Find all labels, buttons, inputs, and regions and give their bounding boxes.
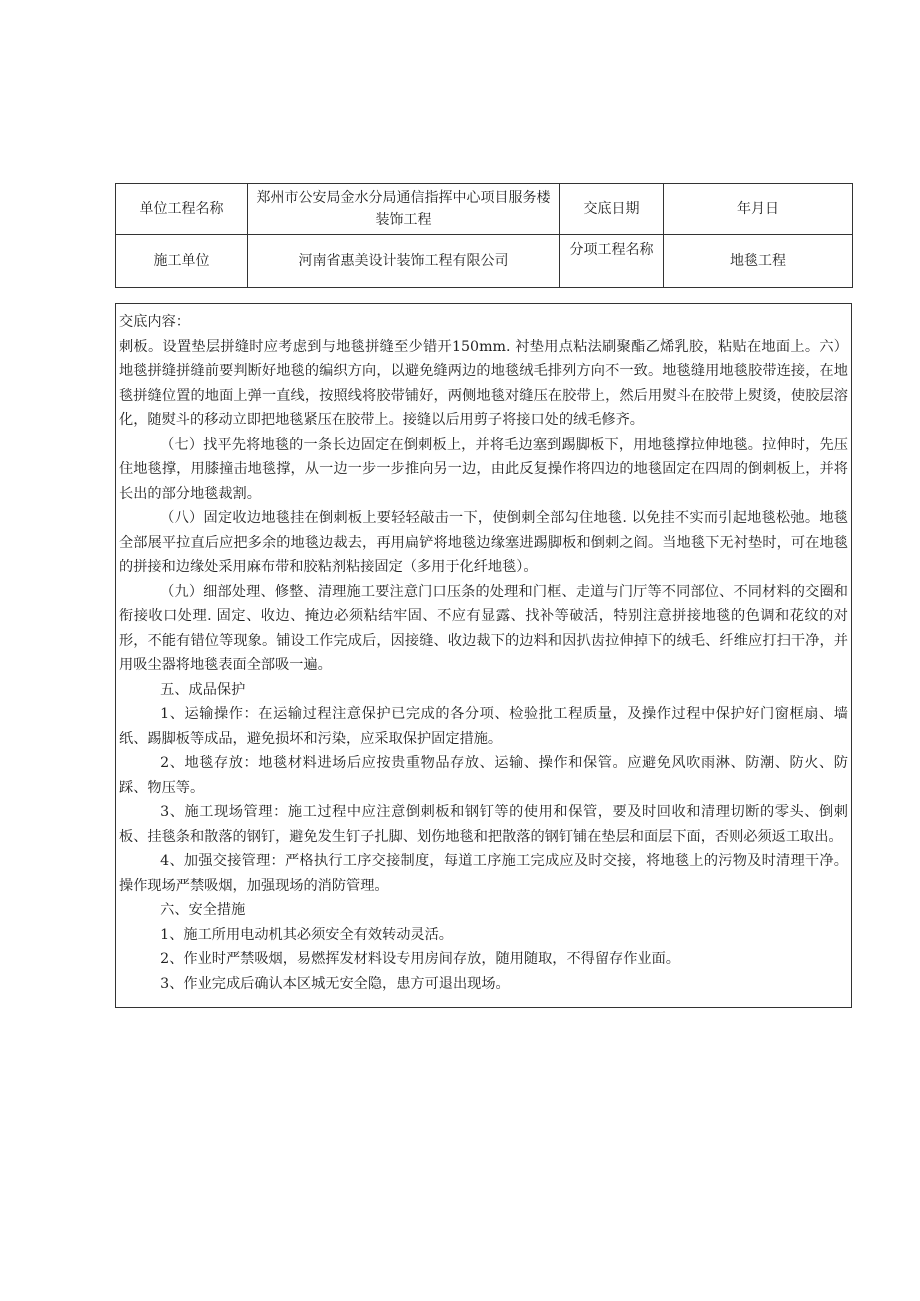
content-paragraph: 4、加强交接管理：严格执行工序交接制度，每道工序施工完成应及时交接，将地毯上的污物及时清理干净。操作现场严禁吸烟，加强现场的消防管理。 xyxy=(119,853,848,894)
date-value: 年月日 xyxy=(664,184,853,235)
unit-project-label: 单位工程名称 xyxy=(116,184,248,235)
date-label: 交底日期 xyxy=(560,184,664,235)
content-paragraph: 1、运输操作：在运输过程注意保护已完成的各分项、检验批工程质量，及操作过程中保护好门窗框扇、墙纸、踢脚板等成品，避免损坏和污染，应采取保护固定措施。 xyxy=(119,706,848,747)
unit-project-value: 郑州市公安局金水分局通信指挥中心项目服务楼装饰工程 xyxy=(248,184,560,235)
content-title: 交底内容： xyxy=(119,314,190,330)
content-paragraph: 刺板。设置垫层拼缝时应考虑到与地毯拼缝至少错开150mm. 衬垫用点粘法刷聚酯乙烯乳胶，粘贴在地面上。六）地毯拼缝拼缝前要判断好地毯的编织方向，以避免缝两边的地毯绒毛排列方向不一致。地毯缝用地毯胶带连接，在地毯拼缝位置的地面上弹一直线，按照线将胶带铺好，两侧地毯对缝压在胶带上，然后用熨斗在胶带上熨烫，使胶层溶化，随熨斗的移动立即把地毯紧压在胶带上。接缝以后用剪子将接口处的绒毛修齐。 xyxy=(119,338,848,428)
content-paragraph: 3、施工现场管理：施工过程中应注意倒刺板和钢钉等的使用和保管，要及时回收和清理切断的零头、倒刺板、挂毯条和散落的钢钉，避免发生钉子扎脚、划伤地毯和把散落的钢钉铺在垫层和面层下面，否则必须返工取出。 xyxy=(119,804,848,845)
content-paragraph: 2、作业时严禁吸烟，易燃挥发材料设专用房间存放，随用随取，不得留存作业面。 xyxy=(160,951,680,967)
content-paragraph: 3、作业完成后确认本区城无安全隐，患方可退出现场。 xyxy=(160,975,510,992)
section-heading: 五、成品保护 xyxy=(160,681,246,698)
header-row xyxy=(116,184,853,235)
construction-unit-value: 河南省惠美设计装饰工程有限公司 xyxy=(248,235,560,288)
section-heading: 六、安全措施 xyxy=(160,902,246,918)
construction-unit-label: 施工单位 xyxy=(116,235,248,288)
header-row xyxy=(116,235,853,288)
content-paragraph: （七）找平先将地毯的一条长边固定在倒刺板上，并将毛边塞到踢脚板下，用地毯撑拉伸地毯。拉伸时，先压住地毯撑，用膝撞击地毯撑，从一边一步一步推向另一边，由此反复操作将四边的地毯固定在四周的倒刺板上，并将长出的部分地毯裁割。 xyxy=(119,436,848,502)
content-paragraph: 1、施工所用电动机其必须安全有效转动灵活。 xyxy=(160,926,453,943)
content-paragraph: （九）细部处理、修整、清理施工要注意门口压条的处理和门框、走道与门厅等不同部位、不同材料的交圈和衔接收口处理. 固定、收边、掩边必须粘结牢固、不应有显露、找补等破活，特别注意拼接地毯的色调和花纹的对形，不能有错位等现象。铺设工作完成后，因接缝、收边裁下的边料和因扒齿拉伸掉下的绒毛、纤维应打扫干净，并用吸尘器将地毯表面全部吸一遍。 xyxy=(119,583,848,673)
content-paragraph: （八）固定收边地毯挂在倒刺板上要轻轻敲击一下，使倒刺全部勾住地毯. 以免挂不实而引起地毯松弛。地毯全部展平拉直后应把多余的地毯边裁去，再用扁铲将地毯边缘塞进踢脚板和倒刺之阎。当地毯下无衬垫时，可在地毯的拼接和边缘处采用麻布带和胶粘剂粘接固定（多用于化纤地毯）。 xyxy=(119,510,848,575)
sub-project-label: 分项工程名称 xyxy=(560,235,664,288)
sub-project-value: 地毯工程 xyxy=(664,235,853,288)
header-info-table xyxy=(115,183,853,288)
disclosure-content-box xyxy=(115,303,852,1008)
content-paragraph: 2、地毯存放：地毯材料进场后应按贵重物品存放、运输、操作和保管。应避免风吹雨淋、防潮、防火、防踩、物压等。 xyxy=(119,755,848,796)
